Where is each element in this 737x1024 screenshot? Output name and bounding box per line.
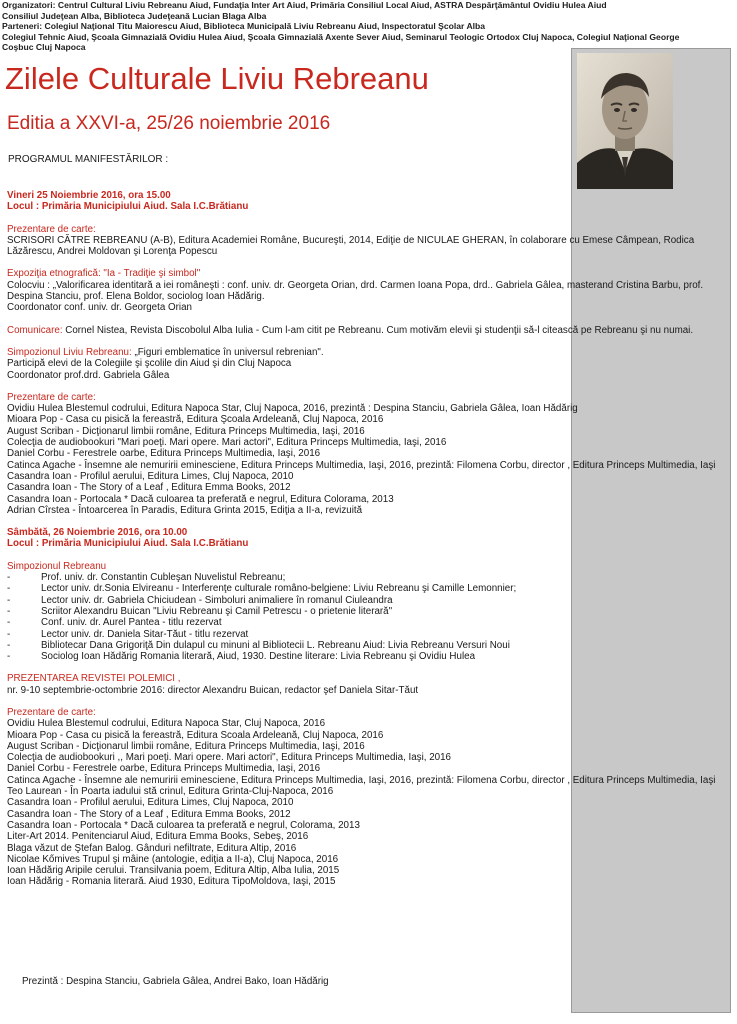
list-item: Adrian Cîrstea - Întoarcerea în Paradis, Editura Grinta 2015, Ediţia a II-a, revizuită <box>7 504 363 516</box>
section-heading: Prezentare de carte: <box>7 223 96 235</box>
friday-date: Vineri 25 Noiembrie 2016, ora 15.00 <box>7 190 171 201</box>
list-item: Casandra Ioan - Profilul aerului, Editura Limes, Cluj Napoca, 2010 <box>7 797 294 809</box>
section-heading: Prezentare de carte: <box>7 706 96 718</box>
friday-communication <box>7 325 731 336</box>
friday-place: Locul : Primăria Municipiului Aiud. Sala I.C.Brătianu <box>7 201 249 213</box>
section-text: Participă elevi de la Colegiile şi şcolile din Aiud şi din Cluj Napoca <box>7 358 292 370</box>
friday-presentation-2 <box>7 392 733 516</box>
list-item: Catinca Agache - Însemne ale nemuririi eminesciene, Editura Princeps Multimedia, Iaşi, 2016, prezintă: Filomena Corbu, director , Editura Princeps Multimedia, Iaşi <box>7 459 716 471</box>
section-text: SCRISORI CĂTRE REBREANU (A-B), Editura Academiei Române, Bucureşti, 2014, Ediţie de NICULAE GHERAN, în colaborare cu Emese Câmpean, Rodica Lăzărescu, Andrei Moldovan şi Lorenţa Popescu <box>7 234 695 258</box>
list-item: Mioara Pop - Casa cu pisică la fereastră, Editura Scoala Ardeleană, Cluj Napoca, 2016 <box>7 729 384 741</box>
presenters-footer: Prezintă : Despina Stanciu, Gabriela Gâlea, Andrei Bako, Ioan Hădărig <box>22 976 329 987</box>
program-content <box>7 190 733 888</box>
page-title: Zilele Culturale Liviu Rebreanu <box>5 61 429 96</box>
list-item: Casandra Ioan - The Story of a Leaf , Editura Emma Books, 2012 <box>7 482 291 494</box>
list-item: Blaga văzut de Ştefan Balog. Gânduri nefiltrate, Editura Altip, 2016 <box>7 842 297 854</box>
header-line: Parteneri: Colegiul Naţional Titu Maiorescu Aiud, Biblioteca Municipală Liviu Rebreanu Aiud, Inspectoratul Şcolar Alba <box>2 21 486 32</box>
list-item: Casandra Ioan - Portocala * Dacă culoarea ta preferată e negrul, Editura Colorama, 2013 <box>7 493 394 505</box>
header-line: Colegiul Tehnic Aiud, Şcoala Gimnazială Ovidiu Hulea Aiud, Şcoala Gimnazială Axente Sever Aiud, Seminarul Teologic Ortodox Cluj Napoca, Colegiul Naţional George <box>2 31 680 42</box>
header-line: Organizatori: Centrul Cultural Liviu Rebreanu Aiud, Fundaţia Inter Art Aiud, Primăria Consiliul Local Aiud, ASTRA Despărţământul Ovidiu Hulea Aiud <box>2 0 607 10</box>
dash-marker: - <box>7 651 11 663</box>
section-heading: Expoziţia etnografică: "Ia - Tradiţie şi simbol" <box>7 268 201 280</box>
section-heading: Simpozionul Rebreanu <box>7 560 107 572</box>
list-item: Mioara Pop - Casa cu pisică la fereastră, Editura Şcoala Ardeleană, Cluj Napoca, 2016 <box>7 414 384 426</box>
list-item: August Scriban - Dicţionarul limbii române, Editura Princeps Multimedia, Iaşi, 2016 <box>7 425 365 437</box>
portrait-photo-icon <box>577 53 673 189</box>
list-item: Daniel Corbu - Ferestrele oarbe, Editura Princeps Multimedia, Iaşi, 2016 <box>7 448 321 460</box>
friday-exhibition <box>7 268 733 313</box>
list-item: Liter-Art 2014. Penitenciarul Aiud, Editura Emma Books, Sebeş, 2016 <box>7 831 309 843</box>
list-item: - Lector univ. dr. Gabriela Chiciudean - Simboluri animaliere în romanul Ciuleandra <box>7 594 393 606</box>
section-text: nr. 9-10 septembrie-octombrie 2016: director Alexandru Buican, redactor şef Daniela Sitar-Tăut <box>7 684 419 696</box>
list-item: Catinca Agache - Însemne ale nemuririi eminesciene, Editura Princeps Multimedia, Iaşi, 2016, prezintă: Filomena Corbu, director , Editura Princeps Multimedia, Iaşi <box>7 774 716 786</box>
section-heading: Simpozionul Liviu Rebreanu: <box>7 346 132 358</box>
section-text: „Figuri emblematice în universul rebrenian". <box>131 346 324 358</box>
list-item: Teo Laurean - În Poarta iadului stă crinul, Editura Grinta-Cluj-Napoca, 2016 <box>7 786 334 798</box>
dash-marker: - <box>7 572 11 584</box>
section-text: Colocviu : „Valorificarea identitară a iei româneşti : conf. univ. dr. Georgeta Orian, drd. Carmen Ioana Popa, drd.. Gabriela Gâlea, masterand Cristina Barbu, prof. Despina Stanciu, prof. Elena Boldor, sociolog Ioan Hădărig. <box>7 279 704 303</box>
header-line: Coşbuc Cluj Napoca <box>2 42 86 53</box>
list-item: Colecţia de audiobookuri "Mari poeţi. Mari opere. Mari actori", Editura Princeps Multimedia, Iaşi, 2016 <box>7 437 447 449</box>
list-item: - Lector univ. dr. Daniela Sitar-Tăut - titlu rezervat <box>7 628 249 640</box>
saturday-presentation <box>7 707 733 888</box>
list-item: Nicolae Kőmives Trupul şi mâine (antologie, ediţia a II-a), Cluj Napoca, 2016 <box>7 853 339 865</box>
list-item: - Sociolog Ioan Hădărig Romania literară, Aiud, 1930. Destine literare: Livia Rebreanu şi Ovidiu Hulea <box>7 651 476 663</box>
section-text: Coordonator prof.drd. Gabriela Gâlea <box>7 369 170 381</box>
saturday-date: Sâmbătă, 26 Noiembrie 2016, ora 10.00 <box>7 527 188 539</box>
list-item: Ovidiu Hulea Blestemul codrului, Editura Napoca Star, Cluj Napoca, 2016, prezintă : Despina Stanciu, Gabriela Gâlea, Ioan Hădărig <box>7 403 578 415</box>
page-subtitle: Editia a XXVI-a, 25/26 noiembrie 2016 <box>7 113 331 134</box>
list-item: Ioan Hădărig Aripile cerului. Transilvania poem, Editura Altip, Alba Iulia, 2015 <box>7 865 340 877</box>
dash-marker: - <box>7 583 11 595</box>
organizers-header <box>2 0 732 53</box>
dash-marker: - <box>7 594 11 606</box>
list-item: - Lector univ. dr.Sonia Elvireanu - Interferenţe culturale româno-belgiene: Liviu Rebreanu şi Camille Lemonnier; <box>7 583 517 595</box>
section-heading: PREZENTAREA REVISTEI POLEMICI , <box>7 673 181 685</box>
list-item: - Bibliotecar Dana Grigoriţă Din dulapul cu minuni al Bibliotecii L. Rebreanu Aiud: Livia Rebreanu Versuri Noui <box>7 639 510 651</box>
friday-presentation-1 <box>7 224 733 258</box>
friday-symposium <box>7 347 733 381</box>
list-item: Casandra Ioan - Profilul aerului, Editura Limes, Cluj Napoca, 2010 <box>7 470 294 482</box>
section-text: Cornel Nistea, Revista Discobolul Alba Iulia - Cum l-am citit pe Rebreanu. Cum motivăm elevii şi studenţii să-l citească pe Rebreanu şi nu numai. <box>62 324 694 336</box>
dash-marker: - <box>7 639 11 651</box>
section-heading: Comunicare: <box>7 324 63 336</box>
saturday-place: Locul : Primăria Municipiului Aiud. Sala I.C.Brătianu <box>7 538 249 550</box>
dash-marker: - <box>7 628 11 640</box>
list-item: Colecţia de audiobookuri ,, Mari poeţi. Mari opere. Mari actori", Editura Princeps Multimedia, Iaşi, 2016 <box>7 752 451 764</box>
dash-marker: - <box>7 605 11 617</box>
list-item: - Prof. univ. dr. Constantin Cubleşan Nuvelistul Rebreanu; <box>7 572 286 584</box>
portrait-photo <box>577 53 673 189</box>
section-text: Coordonator conf. univ. dr. Georgeta Orian <box>7 302 192 314</box>
list-item: Daniel Corbu - Ferestrele oarbe, Editura Princeps Multimedia, Iaşi, 2016 <box>7 763 321 775</box>
list-item: - Scriitor Alexandru Buican "Liviu Rebreanu şi Camil Petrescu - o prietenie literară" <box>7 605 393 617</box>
list-item: August Scriban - Dicţionarul limbii române, Editura Princeps Multimedia, Iaşi, 2016 <box>7 740 365 752</box>
section-heading: Prezentare de carte: <box>7 391 96 403</box>
program-label: PROGRAMUL MANIFESTĂRILOR : <box>8 154 169 165</box>
list-item: Casandra Ioan - Portocala * Dacă culoarea ta preferată e negrul, Colorama, 2013 <box>7 819 360 831</box>
header-line: Consiliul Judeţean Alba, Biblioteca Judeţeană Lucian Blaga Alba <box>2 10 267 21</box>
list-item: Ioan Hădărig - Romania literară. Aiud 1930, Editura TipoMoldova, Iaşi, 2015 <box>7 876 336 888</box>
list-item: Casandra Ioan - The Story of a Leaf , Editura Emma Books, 2012 <box>7 808 291 820</box>
list-item: Ovidiu Hulea Blestemul codrului, Editura Napoca Star, Cluj Napoca, 2016 <box>7 718 326 730</box>
saturday-polemici <box>7 673 733 696</box>
dash-marker: - <box>7 617 11 629</box>
saturday-symposium <box>7 561 733 663</box>
list-item: - Conf. univ. dr. Aurel Pantea - titlu rezervat <box>7 617 222 629</box>
